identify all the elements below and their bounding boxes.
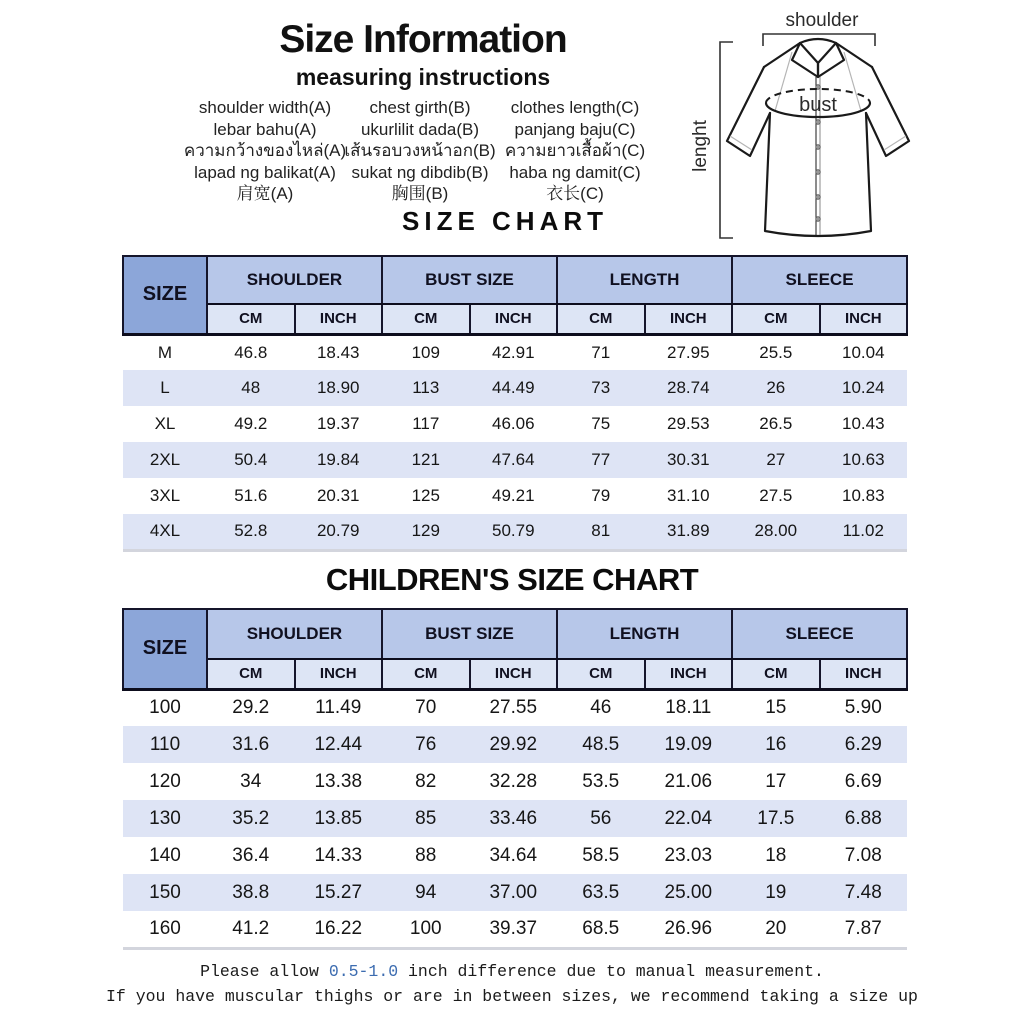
- value-cell: 34: [240, 770, 262, 792]
- value-cell: 34.64: [489, 844, 538, 866]
- value-cell: 33.46: [489, 807, 538, 829]
- unit-header-inch: INCH: [645, 659, 733, 689]
- value-cell: 28.74: [667, 378, 710, 397]
- value-cell: 50.79: [470, 514, 558, 550]
- label-line: shoulder width(A): [198, 98, 332, 117]
- unit-header-cm: CM: [557, 304, 645, 334]
- unit-header-cm: CM: [732, 304, 820, 334]
- adult-size-table: [122, 255, 908, 552]
- size-cell: 3XL: [149, 486, 181, 505]
- value-cell: 26: [766, 378, 786, 397]
- label-line: sukat ng dibdib(B): [351, 162, 489, 182]
- value-cell: 77: [591, 450, 611, 469]
- value-cell: 47.64: [491, 450, 535, 469]
- value-cell: 28.00: [732, 514, 820, 550]
- value-cell: 63.5: [582, 881, 620, 903]
- value-cell: 18.90: [316, 378, 360, 397]
- column-header-shoulder: SHOULDER: [207, 256, 382, 304]
- size-cell: 110: [149, 733, 181, 755]
- value-cell: 19.09: [664, 733, 713, 755]
- value-cell: 27.95: [667, 342, 710, 362]
- unit-header-inch: INCH: [470, 304, 558, 334]
- label-line: ukurlilit dada(B): [360, 119, 480, 139]
- value-cell: 27.55: [489, 697, 538, 719]
- value-cell: 94: [415, 881, 437, 903]
- value-cell: 19.84: [316, 450, 360, 469]
- value-cell: 50.4: [234, 450, 268, 469]
- note-text: inch difference due to manual measurement.: [398, 962, 824, 981]
- table-row: [123, 911, 907, 948]
- children-size-chart-heading: CHILDREN'S SIZE CHART: [325, 562, 699, 597]
- value-cell: 35.2: [232, 807, 270, 829]
- size-cell: 160: [123, 911, 207, 948]
- size-cell: XL: [154, 414, 176, 433]
- value-cell: 10.63: [842, 450, 885, 469]
- value-cell: 13.38: [314, 770, 363, 792]
- value-cell: 23.03: [664, 844, 713, 866]
- value-cell: 41.2: [207, 911, 295, 948]
- value-cell: 48: [241, 378, 261, 397]
- value-cell: 49.2: [234, 414, 268, 433]
- column-header-size: SIZE: [123, 609, 207, 689]
- value-cell: 20.79: [295, 514, 383, 550]
- value-cell: 11.02: [820, 514, 908, 550]
- label-line: panjang baju(C): [514, 119, 636, 139]
- table-row: [123, 763, 907, 800]
- diagram-shoulder-label: shoulder: [785, 10, 859, 31]
- size-cell: 100: [149, 697, 181, 719]
- value-cell: 29.92: [489, 733, 538, 755]
- size-cell: 130: [149, 807, 181, 829]
- column-header-size: SIZE: [123, 256, 207, 334]
- value-cell: 19: [765, 881, 787, 903]
- value-cell: 7.87: [820, 911, 908, 948]
- label-line: 肩宽(A): [236, 184, 294, 203]
- value-cell: 6.88: [844, 807, 882, 829]
- label-line: 衣长(C): [546, 184, 604, 203]
- label-line: ความกว้างของไหล่(A): [183, 141, 347, 160]
- unit-header-cm: CM: [732, 659, 820, 689]
- measurement-note: [0, 962, 1024, 981]
- value-cell: 82: [415, 770, 437, 792]
- value-cell: 39.37: [470, 911, 558, 948]
- size-cell: 150: [149, 881, 181, 903]
- value-cell: 53.5: [582, 770, 620, 792]
- value-cell: 100: [382, 911, 470, 948]
- size-cell: 2XL: [149, 450, 181, 469]
- value-cell: 117: [412, 414, 440, 433]
- value-cell: 10.83: [842, 486, 885, 505]
- label-line: chest girth(B): [369, 98, 471, 117]
- value-cell: 44.49: [491, 378, 535, 397]
- size-chart-heading: SIZE CHART: [402, 206, 608, 236]
- value-cell: 26.96: [645, 911, 733, 948]
- value-cell: 68.5: [557, 911, 645, 948]
- value-cell: 31.89: [645, 514, 733, 550]
- page-subtitle: measuring instructions: [295, 64, 551, 90]
- size-cell: 4XL: [123, 514, 207, 550]
- value-cell: 29.2: [232, 697, 270, 719]
- column-header-length: LENGTH: [557, 609, 732, 659]
- value-cell: 10.24: [842, 378, 885, 397]
- table-row: [123, 406, 907, 442]
- value-cell: 37.00: [489, 881, 538, 903]
- value-cell: 70: [415, 697, 437, 719]
- value-cell: 76: [415, 733, 437, 755]
- value-cell: 85: [415, 807, 437, 829]
- value-cell: 13.85: [314, 807, 363, 829]
- value-cell: 18: [765, 844, 787, 866]
- value-cell: 25.00: [664, 881, 713, 903]
- value-cell: 71: [591, 342, 611, 362]
- page-title: Size Information: [279, 18, 567, 61]
- value-cell: 15.27: [314, 881, 363, 903]
- value-cell: 20: [732, 911, 820, 948]
- label-line: clothes length(C): [510, 98, 640, 117]
- value-cell: 32.28: [489, 770, 538, 792]
- table-row: [123, 370, 907, 406]
- column-header-bust-size: BUST SIZE: [382, 609, 557, 659]
- label-line: lapad ng balikat(A): [194, 162, 336, 182]
- table-row: [123, 478, 907, 514]
- value-cell: 88: [415, 844, 437, 866]
- size-cell: M: [157, 342, 173, 362]
- value-cell: 18.43: [316, 342, 360, 362]
- value-cell: 10.43: [842, 414, 885, 433]
- value-cell: 12.44: [314, 733, 363, 755]
- value-cell: 48.5: [582, 733, 620, 755]
- value-cell: 19.37: [316, 414, 360, 433]
- value-cell: 38.8: [232, 881, 270, 903]
- value-cell: 5.90: [844, 697, 882, 719]
- value-cell: 46.06: [491, 414, 535, 433]
- unit-header-cm: CM: [382, 659, 470, 689]
- unit-header-cm: CM: [557, 659, 645, 689]
- unit-header-inch: INCH: [470, 659, 558, 689]
- value-cell: 109: [411, 342, 440, 362]
- value-cell: 15: [765, 697, 787, 719]
- label-line: ความยาวเสื้อผ้า(C): [504, 141, 646, 160]
- value-cell: 49.21: [491, 486, 535, 505]
- size-cell: 140: [149, 844, 181, 866]
- sizing-advice-note: If you have muscular thighs or are in between sizes, we recommend taking a size up: [106, 987, 918, 1006]
- label-line: 胸围(B): [391, 184, 449, 203]
- value-cell: 31.6: [232, 733, 270, 755]
- table-row: [123, 800, 907, 837]
- value-cell: 6.69: [844, 770, 882, 792]
- label-line: haba ng damit(C): [509, 162, 641, 182]
- label-line: เส้นรอบวงหน้าอก(B): [344, 141, 496, 160]
- column-header-bust-size: BUST SIZE: [382, 256, 557, 304]
- shirt-diagram-icon: [688, 0, 1022, 252]
- value-cell: 18.11: [665, 697, 712, 719]
- unit-header-cm: CM: [382, 304, 470, 334]
- column-header-sleeve: SLEECE: [732, 256, 907, 304]
- value-cell: 29.53: [667, 414, 710, 433]
- value-cell: 36.4: [232, 844, 270, 866]
- table-row: [123, 874, 907, 911]
- value-cell: 25.5: [759, 342, 793, 362]
- value-cell: 31.10: [667, 486, 710, 505]
- value-cell: 7.48: [844, 881, 882, 903]
- unit-header-cm: CM: [207, 304, 295, 334]
- value-cell: 27.5: [759, 486, 793, 505]
- size-cell: L: [160, 378, 170, 397]
- column-header-shoulder: SHOULDER: [207, 609, 382, 659]
- value-cell: 10.04: [842, 342, 885, 362]
- value-cell: 56: [590, 807, 612, 829]
- unit-header-inch: INCH: [295, 659, 383, 689]
- table-row: [123, 837, 907, 874]
- column-header-sleeve: SLEECE: [732, 609, 907, 659]
- value-cell: 46.8: [234, 342, 268, 362]
- value-cell: 26.5: [759, 414, 793, 433]
- unit-header-inch: INCH: [820, 304, 908, 334]
- value-cell: 6.29: [844, 733, 882, 755]
- value-cell: 81: [557, 514, 645, 550]
- value-cell: 52.8: [207, 514, 295, 550]
- value-cell: 51.6: [234, 486, 268, 505]
- value-cell: 46: [590, 697, 612, 719]
- size-cell: 120: [149, 770, 181, 792]
- value-cell: 113: [412, 378, 440, 397]
- shirt-measurement-diagram: [688, 0, 1022, 252]
- unit-header-inch: INCH: [295, 304, 383, 334]
- note-highlight: 0.5-1.0: [328, 962, 399, 981]
- table-row: [123, 689, 907, 726]
- value-cell: 22.04: [664, 807, 713, 829]
- value-cell: 27: [766, 450, 786, 469]
- value-cell: 125: [411, 486, 440, 505]
- label-line: lebar bahu(A): [213, 119, 317, 139]
- value-cell: 16.22: [295, 911, 383, 948]
- value-cell: 121: [411, 450, 440, 469]
- table-row: [123, 442, 907, 478]
- unit-header-cm: CM: [207, 659, 295, 689]
- value-cell: 73: [591, 378, 611, 397]
- value-cell: 17: [765, 770, 787, 792]
- value-cell: 79: [591, 486, 611, 505]
- value-cell: 7.08: [844, 844, 882, 866]
- value-cell: 16: [765, 733, 787, 755]
- clothes-length-labels: [480, 97, 670, 205]
- unit-header-inch: INCH: [820, 659, 908, 689]
- value-cell: 17.5: [757, 807, 795, 829]
- title-block: [133, 18, 713, 91]
- value-cell: 21.06: [664, 770, 713, 792]
- value-cell: 75: [591, 414, 611, 433]
- unit-header-inch: INCH: [645, 304, 733, 334]
- table-row: [123, 334, 907, 370]
- column-header-length: LENGTH: [557, 256, 732, 304]
- diagram-length-label: lenght: [690, 120, 711, 172]
- value-cell: 42.91: [491, 342, 535, 362]
- value-cell: 58.5: [582, 844, 620, 866]
- value-cell: 20.31: [316, 486, 360, 505]
- value-cell: 30.31: [667, 450, 710, 469]
- note-text: Please allow: [200, 962, 329, 981]
- children-size-table: [122, 608, 908, 950]
- table-row: [123, 726, 907, 763]
- diagram-bust-label: bust: [799, 94, 837, 116]
- value-cell: 14.33: [314, 844, 363, 866]
- value-cell: 129: [382, 514, 470, 550]
- table-row: [123, 514, 907, 550]
- value-cell: 11.49: [315, 697, 362, 719]
